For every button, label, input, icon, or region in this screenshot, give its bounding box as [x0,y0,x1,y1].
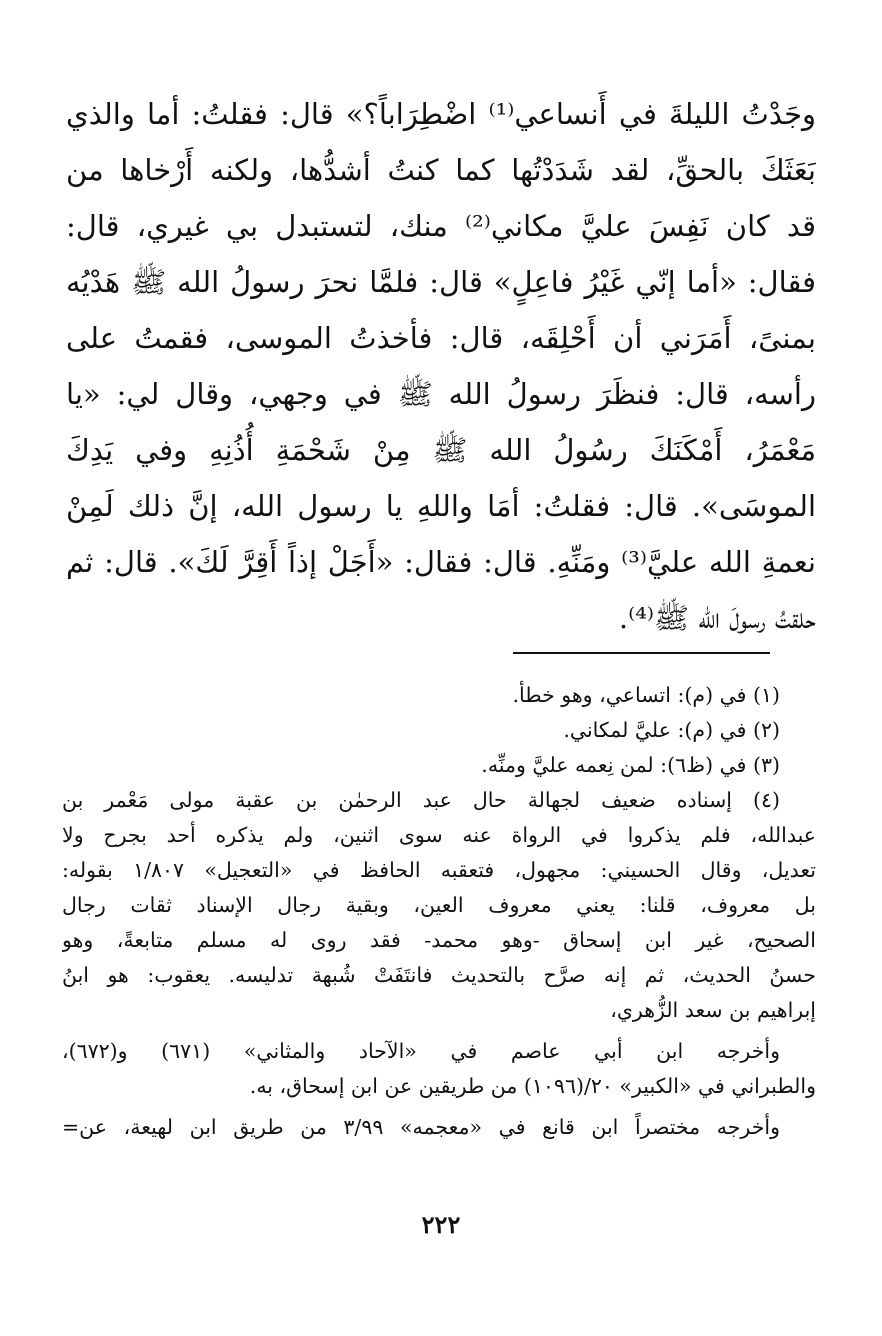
footnote-line: وأخرجه ابن أبي عاصم في «الآحاد والمثاني» (٦٧١) و(٦٧٢)، [62,1039,780,1063]
main-text [66,86,816,646]
footnotes [62,678,816,1145]
footnote-line: تعديل، وقال الحسيني: مجهول، فتعقبه الحافظ في «التعجيل» ١/٨٠٧ بقوله: [62,858,816,882]
page-number: ٢٢٢ [421,1210,461,1239]
footnote-4 [62,783,816,1028]
footnote-line: (١) في (م): اتساعي، وهو خطأ. [512,683,780,707]
footnote-3 [62,748,816,783]
main-text-line: بَعَثَكَ بالحقِّ، لقد شَدَدْتُها كما كنتُ أشدُّها، ولكنه أَرْخاها من [66,153,816,187]
footnote-line: وأخرجه مختصراً ابن قانع في «معجمه» ٣/٩٩ من طريق ابن لهيعة، عن= [62,1115,780,1139]
main-text-line: قد كان نَفِسَ عليَّ مكاني⁽²⁾ منك، لتستبدل بي غيري، قال: [66,209,816,243]
main-text-line: وجَدْتُ الليلةَ في أَنساعي⁽¹⁾ اضْطِرَاباً؟» قال: فقلتُ: أما والذي [66,97,816,131]
footnote-line: (٢) في (م): عليَّ لمكاني. [563,718,780,742]
main-text-line: مَعْمَرُ، أَمْكَنَكَ رسُولُ الله ﷺ مِنْ شَحْمَةِ أُذُنِهِ وفي يَدِكَ [66,433,816,467]
footnote-line: (٤) إسناده ضعيف لجهالة حال عبد الرحمٰن بن عقبة مولى مَعْمر بن [62,788,780,812]
footnote-line: إبراهيم بن سعد الزُّهري، [610,998,816,1022]
footnote-divider [513,652,770,654]
footnote-line: حسنُ الحديث، ثم إنه صرَّح بالتحديث فانتَفَتْ شُبهة تدليسه. يعقوب: هو ابنُ [62,963,816,987]
footnote-line: (٣) في (ظ٦): لمن نِعمه عليَّ ومنِّه. [481,753,780,777]
main-text-line: الموسَى». قال: فقلتُ: أمَا واللهِ يا رسول الله، إنَّ ذلك لَمِنْ [66,489,816,523]
main-text-line: حلقتُ رسولَ الله ﷺ⁽⁴⁾. [618,601,816,635]
main-text-line: رأسه، قال: فنظَرَ رسولُ الله ﷺ في وجهي، وقال لي: «يا [66,377,816,411]
main-text-line: نعمةِ الله عليَّ⁽³⁾ ومَنِّهِ. قال: فقال: «أَجَلْ إذاً أَقِرَّ لَكَ». قال: ثم [66,545,816,579]
main-text-line: بمنىً، أَمَرَني أن أَحْلِقَه، قال: فأخذتُ الموسى، فقمتُ على [66,321,816,355]
footnote-4-continued-1 [62,1034,816,1104]
footnote-1 [62,678,816,713]
footnote-line: الصحيح، غير ابن إسحاق -وهو محمد- فقد روى له مسلم متابعةً، وهو [62,928,816,952]
footnote-line: عبدالله، فلم يذكروا في الرواة عنه سوى اثنين، ولم يذكره أحد بجرح ولا [62,823,816,847]
footnote-line: والطبراني في «الكبير» ٢٠/(١٠٩٦) من طريقين عن ابن إسحاق، به. [249,1074,816,1098]
footnote-2 [62,713,816,748]
footnote-4-continued-2 [62,1110,816,1145]
footnote-line: بل معروف، قلنا: يعني معروف العين، وبقية رجال الإسناد ثقات رجال [62,893,816,917]
main-text-line: فقال: «أما إنّي غَيْرُ فاعِلٍ» قال: فلمَّا نحرَ رسولُ الله ﷺ هَدْيُه [66,265,816,299]
